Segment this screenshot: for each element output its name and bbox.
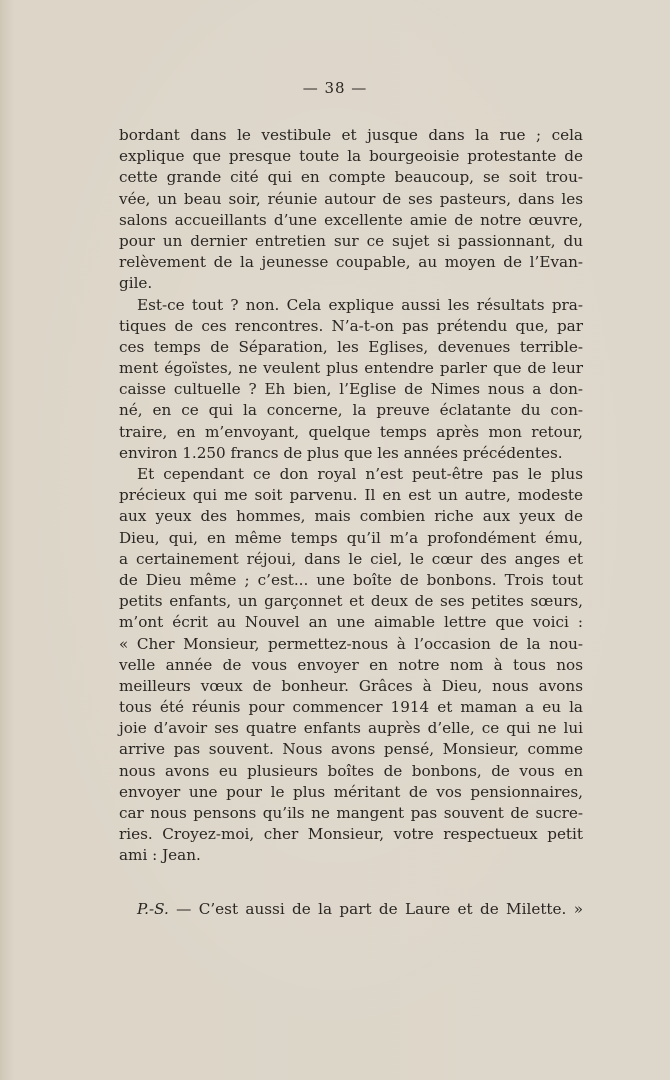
postscript-prefix: P.-S. [137, 900, 169, 918]
text-line: bordant dans le vestibule et jusque dans la rue ; cela [119, 126, 583, 144]
text-line: tiques de ces rencontres. N’a-t-on pas prétendu que, par [119, 316, 583, 335]
text-line: arrive pas souvent. Nous avons pensé, Monsieur, comme [119, 740, 583, 759]
text-line: vée, un beau soir, réunie autour de ses pasteurs, dans les [119, 189, 583, 208]
text-line: aux yeux des hommes, mais combien riche aux yeux de [119, 507, 583, 526]
text-line: Et cependant ce don royal n’est peut-être pas le plus [137, 465, 583, 483]
text-line: relèvement de la jeunesse coupable, au moyen de l’Evan- [119, 253, 583, 272]
text-line: nous avons eu plusieurs boîtes de bonbons, de vous en [119, 761, 583, 780]
text-line: cette grande cité qui en compte beaucoup, se soit trou- [119, 168, 583, 187]
text-line: a certainement réjoui, dans le ciel, le cœur des anges et [119, 549, 583, 568]
text-line: salons accueillants d’une excellente amie de notre œuvre, [119, 210, 583, 229]
text-line: traire, en m’envoyant, quelque temps après mon retour, [119, 422, 583, 441]
text-line: Est-ce tout ? non. Cela explique aussi les résultats pra- [137, 295, 583, 314]
text-line: petits enfants, un garçonnet et deux de ses petites sœurs, [119, 592, 583, 611]
postscript [137, 899, 583, 920]
text-line: tous été réunis pour commencer 1914 et maman a eu la [119, 698, 583, 717]
text-line: velle année de vous envoyer en notre nom à tous nos [119, 655, 583, 674]
text-line: pour un dernier entretien sur ce sujet si passionnant, du [119, 231, 583, 250]
text-line: envoyer une pour le plus méritant de vos pensionnaires, [119, 782, 583, 801]
text-line: de Dieu même ; c’est... une boîte de bonbons. Trois tout [119, 570, 583, 589]
text-line: « Cher Monsieur, permettez-nous à l’occasion de la nou- [119, 634, 583, 653]
text-line: explique que presque toute la bourgeoisie protestante de [119, 147, 583, 166]
text-line: environ 1.250 francs de plus que les années précédentes. [119, 443, 563, 462]
text-line: né, en ce qui la concerne, la preuve éclatante du con- [119, 401, 583, 420]
body-text [119, 125, 583, 867]
text-line: m’ont écrit au Nouvel an une aimable lettre que voici : [119, 613, 583, 632]
text-line: joie d’avoir ses quatre enfants auprès d’elle, ce qui ne lui [119, 719, 583, 738]
text-line: meilleurs vœux de bonheur. Grâces à Dieu, nous avons [119, 676, 583, 695]
text-line: précieux qui me soit parvenu. Il en est un autre, modeste [119, 486, 583, 505]
text-line: ries. Croyez-moi, cher Monsieur, votre respectueux petit [119, 825, 583, 844]
page-number: — 38 — [302, 79, 368, 97]
text-line: ces temps de Séparation, les Eglises, devenues terrible- [119, 337, 583, 356]
text-line: ment égoïstes, ne veulent plus entendre parler que de leur [119, 359, 583, 378]
text-line: gile. [119, 274, 153, 293]
text-line: caisse cultuelle ? Eh bien, l’Eglise de Nimes nous a don- [119, 380, 583, 399]
text-line: car nous pensons qu’ils ne mangent pas souvent de sucre- [119, 804, 583, 822]
text-line: ami : Jean. [119, 846, 201, 865]
text-line: Dieu, qui, en même temps qu’il m’a profondément ému, [119, 528, 583, 547]
postscript-text: — C’est aussi de la part de Laure et de Milette. » [168, 900, 583, 918]
